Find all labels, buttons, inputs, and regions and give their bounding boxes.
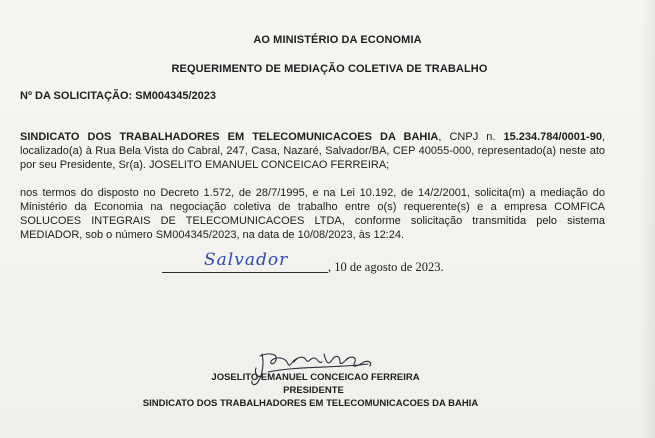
requester-paragraph xyxy=(20,130,605,172)
ministry-heading: AO MINISTÉRIO DA ECONOMIA xyxy=(253,34,422,46)
request-paragraph: nos termos do disposto no Decreto 1.572, de 28/7/1995, e na Lei 10.192, de 14/2/2001, solicita(m) a mediação do Ministério da Economia na negociação coletiva de trabalho entre o(s) requerente(s) e a empresa COMFICA SOLUCOES INTEGRAIS DE TELECOMUNICACOES LTDA, conforme solicitação transmitida pelo sistema MEDIADOR, sob o número SM004345/2023, na data de 10/08/2023, às 12:24. xyxy=(20,187,605,241)
signer-organization: SINDICATO DOS TRABALHADORES EM TELECOMUNICACOES DA BAHIA xyxy=(142,398,479,409)
request-title: REQUERIMENTO DE MEDIAÇÃO COLETIVA DE TRABALHO xyxy=(171,63,488,75)
signer-name: JOSELITO EMANUEL CONCEICAO FERREIRA xyxy=(211,372,420,383)
date-text: , 10 de agosto de 2023. xyxy=(328,260,444,274)
solicitation-label: Nº DA SOLICITAÇÃO: xyxy=(20,90,133,102)
solicitation-number: SM004345/2023 xyxy=(135,90,216,102)
requester-details: , localizado(a) à Rua Bela Vista do Cabral, 247, Casa, Nazaré, Salvador/BA, CEP 40055-000, representado(a) neste ato por seu Presidente, Sr(a). JOSELITO EMANUEL CONCEICAO FERREIRA; xyxy=(20,131,605,171)
cnpj-number: 15.234.784/0001-90 xyxy=(503,131,602,143)
union-name: SINDICATO DOS TRABALHADORES EM TELECOMUNICACOES DA BAHIA xyxy=(20,131,439,143)
city-handwritten: Salvador xyxy=(204,250,289,270)
handwritten-signature xyxy=(248,348,378,390)
city-underline xyxy=(162,250,328,273)
signer-role: PRESIDENTE xyxy=(283,385,344,396)
cnpj-prefix: , CNPJ n. xyxy=(438,131,504,143)
solicitation-number-line xyxy=(20,90,216,102)
